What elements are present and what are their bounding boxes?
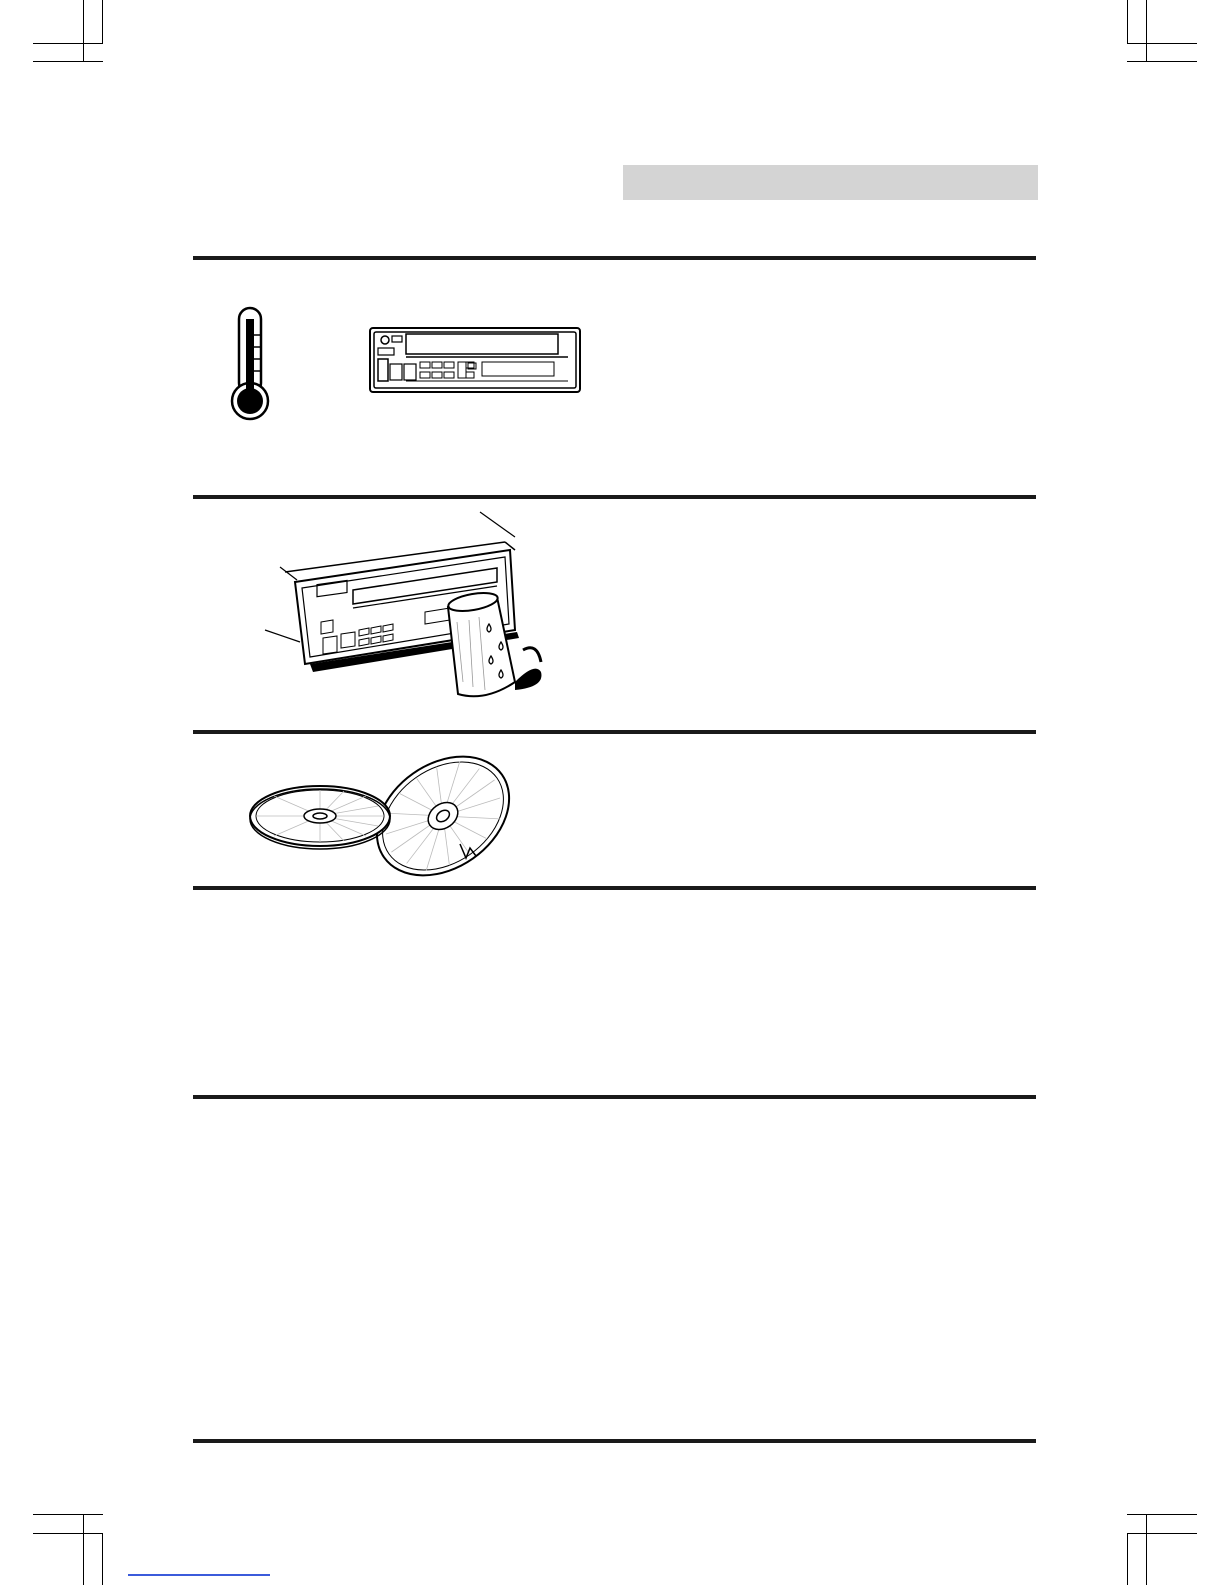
car-stereo-icon [368, 326, 583, 396]
crop-mark-bottom-right-v [1127, 1533, 1128, 1585]
crop-mark-bottom-left-h2 [33, 1533, 103, 1534]
footer-link-underline[interactable] [128, 1574, 270, 1576]
compact-discs-icon [248, 756, 523, 876]
section-rule-6 [193, 1439, 1036, 1443]
crop-mark-top-left-v2 [102, 0, 103, 44]
crop-mark-top-left-h [33, 43, 103, 44]
crop-mark-bottom-right-h2 [1127, 1533, 1197, 1534]
crop-mark-top-left-h2 [33, 61, 103, 62]
section-header-banner [623, 165, 1038, 200]
crop-mark-bottom-left-h [33, 1514, 103, 1515]
thermometer-icon [225, 305, 275, 425]
section-rule-3 [193, 730, 1036, 734]
crop-mark-top-right-v [1127, 0, 1128, 44]
crop-mark-bottom-right-h [1127, 1514, 1197, 1515]
crop-mark-top-left-v [83, 0, 84, 61]
section-rule-4 [193, 886, 1036, 890]
stereo-spill-warning-icon [265, 512, 560, 712]
crop-mark-top-right-v2 [1146, 0, 1147, 61]
crop-mark-top-right-h [1127, 43, 1197, 44]
section-rule-2 [193, 495, 1036, 499]
crop-mark-top-right-h2 [1127, 61, 1197, 62]
section-rule-5 [193, 1095, 1036, 1099]
crop-mark-bottom-left-v [83, 1514, 84, 1585]
crop-mark-bottom-left-v2 [102, 1533, 103, 1585]
section-rule-1 [193, 256, 1036, 260]
crop-mark-bottom-right-v2 [1146, 1514, 1147, 1585]
